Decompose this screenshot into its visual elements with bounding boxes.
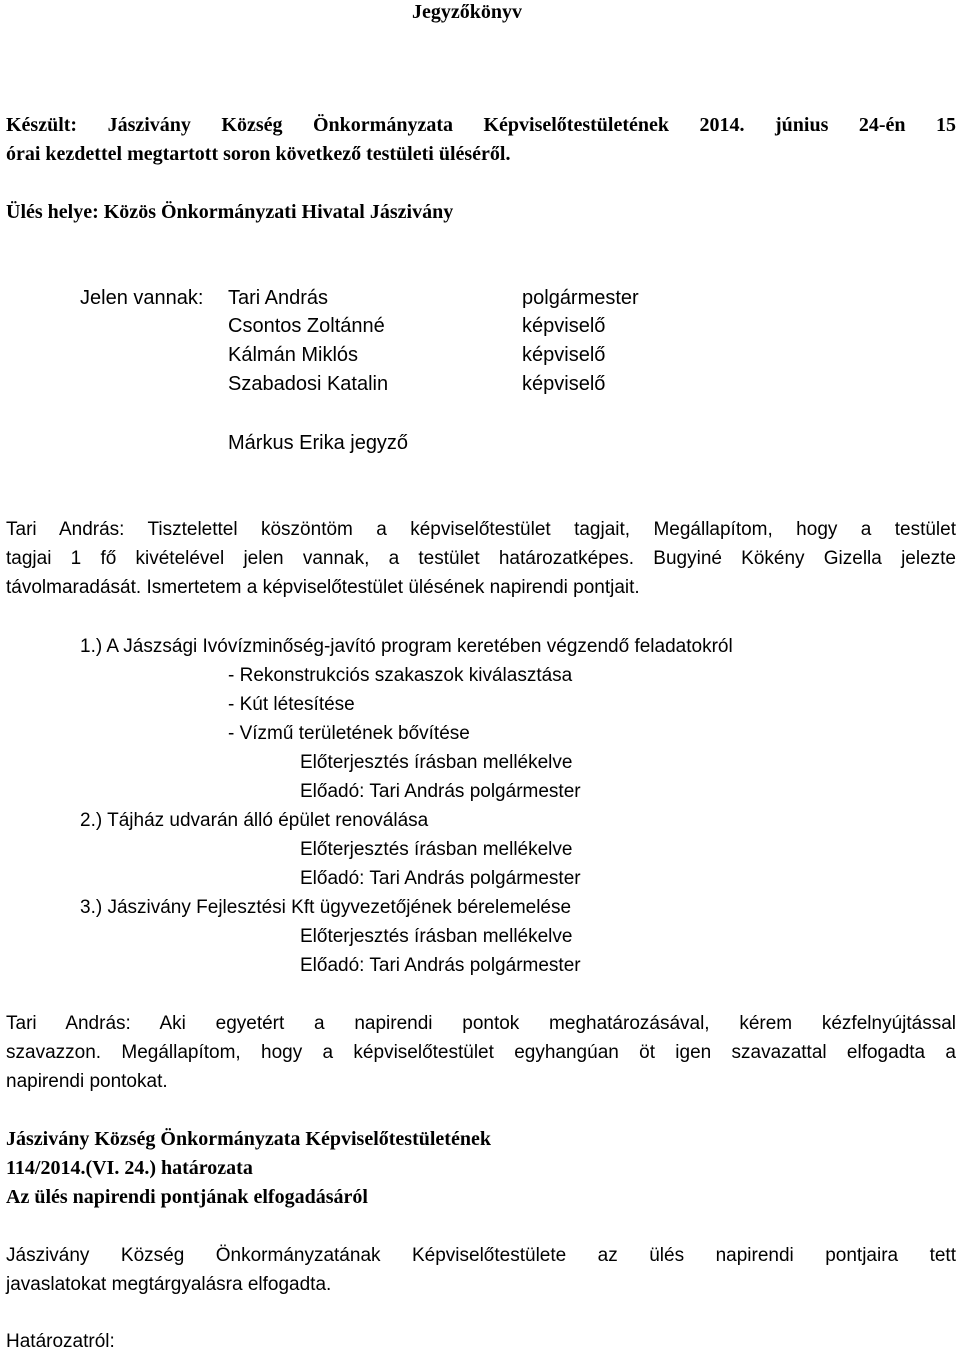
agenda-item-2: 2.) Tájház udvarán álló épület renoválása bbox=[80, 810, 429, 831]
attendee-name: Tari András bbox=[228, 287, 329, 309]
opening-line-2: tagjai 1 fő kivételével jelen vannak, a testület határozatképes. Bugyiné Kökény Gizella jelezte bbox=[6, 548, 956, 569]
presenter-note: Előadó: Tari András polgármester bbox=[300, 955, 581, 976]
attendee-role: polgármester bbox=[522, 287, 639, 309]
attendee-name: Csontos Zoltánné bbox=[228, 315, 385, 337]
resolution-body-line-2: javaslatokat megtárgyalásra elfogadta. bbox=[6, 1274, 332, 1295]
attendee-role: képviselő bbox=[522, 344, 606, 366]
agenda-sub-item: - Vízmű területének bővítése bbox=[228, 723, 470, 744]
attachment-note: Előterjesztés írásban mellékelve bbox=[300, 926, 573, 947]
resolution-heading-1: Jászivány Község Önkormányzata Képviselőtestületének bbox=[6, 1128, 491, 1150]
vote-line-2: szavazzon. Megállapítom, hogy a képviselőtestület egyhangúan öt igen szavazattal elfogadta a bbox=[6, 1042, 956, 1063]
attachment-note: Előterjesztés írásban mellékelve bbox=[300, 839, 573, 860]
presenter-note: Előadó: Tari András polgármester bbox=[300, 868, 581, 889]
agenda-item-3: 3.) Jászivány Fejlesztési Kft ügyvezetőjének bérelemelése bbox=[80, 897, 572, 918]
notary: Márkus Erika jegyző bbox=[228, 432, 409, 454]
attendee-name: Szabadosi Katalin bbox=[228, 373, 389, 395]
intro-line-2: órai kezdettel megtartott soron következő testületi üléséről. bbox=[6, 143, 511, 165]
resolution-body-line-1: Jászivány Község Önkormányzatának Képviselőtestülete az ülés napirendi pontjaira tett bbox=[6, 1245, 956, 1266]
agenda-sub-item: - Kút létesítése bbox=[228, 694, 355, 715]
resolution-heading-2: 114/2014.(VI. 24.) határozata bbox=[6, 1157, 253, 1179]
presenter-note: Előadó: Tari András polgármester bbox=[300, 781, 581, 802]
attendee-role: képviselő bbox=[522, 315, 606, 337]
agenda-item-1: 1.) A Jászsági Ivóvízminőség-javító program keretében végzendő feladatokról bbox=[80, 636, 733, 657]
document-title: Jegyzőkönyv bbox=[412, 1, 522, 23]
attendee-role: képviselő bbox=[522, 373, 606, 395]
resolution-footer: Határozatról: bbox=[6, 1331, 115, 1352]
attendees-label: Jelen vannak: bbox=[80, 287, 204, 309]
intro-line-1: Készült: Jászivány Község Önkormányzata Képviselőtestületének 2014. június 24-én 15 bbox=[6, 114, 956, 136]
meeting-location: Ülés helye: Közös Önkormányzati Hivatal Jászivány bbox=[6, 201, 454, 223]
resolution-heading-3: Az ülés napirendi pontjának elfogadásáról bbox=[6, 1186, 368, 1208]
vote-line-1: Tari András: Aki egyetért a napirendi pontok meghatározásával, kérem kézfelnyújtással bbox=[6, 1013, 956, 1034]
vote-line-3: napirendi pontokat. bbox=[6, 1071, 168, 1092]
attachment-note: Előterjesztés írásban mellékelve bbox=[300, 752, 573, 773]
opening-line-3: távolmaradását. Ismertetem a képviselőtestület ülésének napirendi pontjait. bbox=[6, 577, 640, 598]
agenda-sub-item: - Rekonstrukciós szakaszok kiválasztása bbox=[228, 665, 573, 686]
attendee-name: Kálmán Miklós bbox=[228, 344, 359, 366]
opening-line-1: Tari András: Tisztelettel köszöntöm a képviselőtestület tagjait, Megállapítom, hogy a testület bbox=[6, 519, 956, 540]
